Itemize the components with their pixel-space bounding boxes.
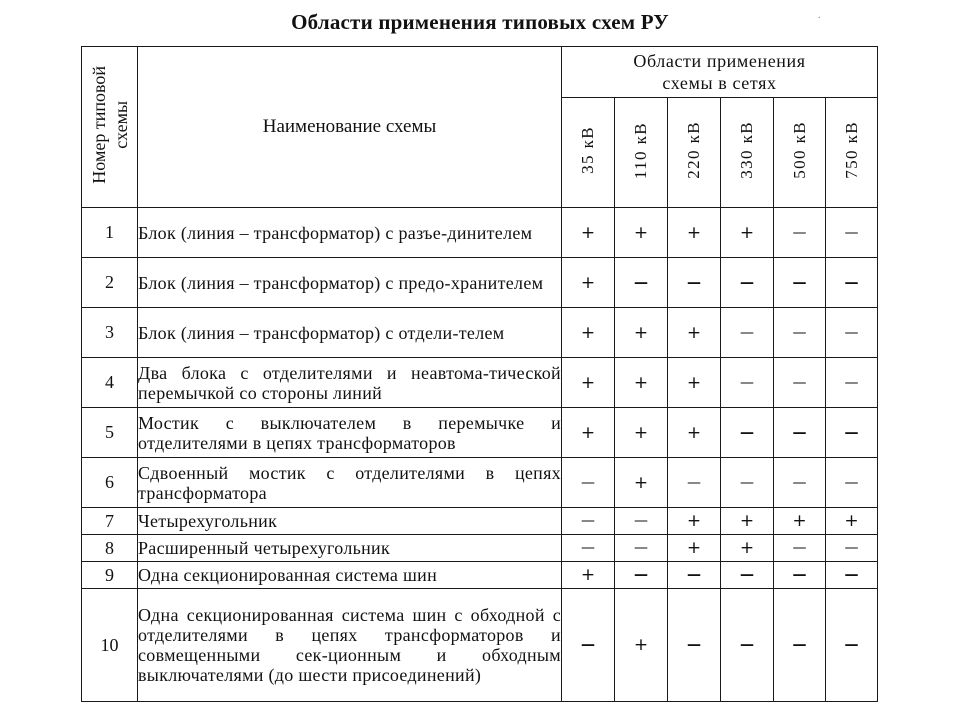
not-applicable-mark: —	[774, 308, 826, 358]
table-row	[82, 258, 878, 308]
applicable-mark: +	[562, 408, 615, 458]
scheme-name: Два блока с отделителями и неавтома-тической перемычкой со стороны линий	[138, 358, 562, 408]
not-applicable-mark: —	[668, 562, 721, 589]
header-voltage-220: 220 кВ	[668, 98, 721, 208]
not-applicable-mark: —	[826, 589, 878, 702]
not-applicable-mark: —	[562, 589, 615, 702]
not-applicable-mark: —	[721, 589, 774, 702]
table-row	[82, 535, 878, 562]
scan-artifact: .	[818, 10, 821, 21]
header-voltage-35: 35 кВ	[562, 98, 615, 208]
applicable-mark: +	[668, 358, 721, 408]
not-applicable-mark: —	[615, 508, 668, 535]
header-name: Наименование схемы	[138, 47, 562, 208]
table-row	[82, 562, 878, 589]
header-area	[562, 47, 878, 98]
not-applicable-mark: —	[562, 458, 615, 508]
applicable-mark: +	[668, 535, 721, 562]
applicable-mark: +	[615, 589, 668, 702]
scheme-number: 2	[82, 258, 138, 308]
header-area-line2: схемы в сетях	[662, 73, 777, 94]
not-applicable-mark: —	[826, 308, 878, 358]
applicable-mark: +	[562, 208, 615, 258]
not-applicable-mark: —	[774, 562, 826, 589]
not-applicable-mark: —	[826, 358, 878, 408]
not-applicable-mark: —	[668, 458, 721, 508]
table-row	[82, 408, 878, 458]
scheme-number: 5	[82, 408, 138, 458]
scheme-name: Четырехугольник	[138, 508, 562, 535]
header-row-1	[82, 47, 878, 98]
scheme-name: Блок (линия – трансформатор) с отдели-телем	[138, 308, 562, 358]
applicable-mark: +	[615, 208, 668, 258]
table-row	[82, 208, 878, 258]
header-number	[82, 47, 138, 208]
header-voltage-750: 750 кВ	[826, 98, 878, 208]
applicable-mark: +	[615, 358, 668, 408]
page-title: Области применения типовых схем РУ	[291, 10, 669, 34]
applicable-mark: +	[562, 308, 615, 358]
scheme-number: 8	[82, 535, 138, 562]
applicable-mark: +	[562, 258, 615, 308]
not-applicable-mark: —	[826, 458, 878, 508]
applicable-mark: +	[668, 508, 721, 535]
applicable-mark: +	[615, 308, 668, 358]
scheme-number: 10	[82, 589, 138, 702]
not-applicable-mark: —	[826, 408, 878, 458]
applicable-mark: +	[615, 408, 668, 458]
applicable-mark: +	[721, 208, 774, 258]
not-applicable-mark: —	[826, 208, 878, 258]
applicable-mark: +	[774, 508, 826, 535]
applicable-mark: +	[668, 408, 721, 458]
header-number-label: Номер типовой схемы	[88, 65, 131, 184]
not-applicable-mark: —	[721, 458, 774, 508]
not-applicable-mark: —	[774, 458, 826, 508]
applicable-mark: +	[562, 358, 615, 408]
table-row	[82, 358, 878, 408]
table-row	[82, 308, 878, 358]
not-applicable-mark: —	[721, 308, 774, 358]
scheme-name: Одна секционированная система шин с обходной с отделителями в цепях трансформаторов и совмещенными сек-ционным и обходным выключателями (до шести присоединений)	[138, 589, 562, 702]
scheme-number: 3	[82, 308, 138, 358]
applicable-mark: +	[615, 458, 668, 508]
scheme-name: Мостик с выключателем в перемычке и отделителями в цепях трансформаторов	[138, 408, 562, 458]
not-applicable-mark: —	[668, 258, 721, 308]
scheme-number: 4	[82, 358, 138, 408]
not-applicable-mark: —	[774, 408, 826, 458]
applicable-mark: +	[721, 535, 774, 562]
not-applicable-mark: —	[615, 562, 668, 589]
scheme-name: Расширенный четырехугольник	[138, 535, 562, 562]
not-applicable-mark: —	[562, 535, 615, 562]
scheme-name: Блок (линия – трансформатор) с предо-хранителем	[138, 258, 562, 308]
not-applicable-mark: —	[721, 562, 774, 589]
table-body	[82, 208, 878, 702]
not-applicable-mark: —	[615, 258, 668, 308]
scheme-number: 9	[82, 562, 138, 589]
not-applicable-mark: —	[615, 535, 668, 562]
not-applicable-mark: —	[721, 258, 774, 308]
not-applicable-mark: —	[774, 208, 826, 258]
applicable-mark: +	[721, 508, 774, 535]
scheme-name: Одна секционированная система шин	[138, 562, 562, 589]
not-applicable-mark: —	[668, 589, 721, 702]
table-row	[82, 589, 878, 702]
scheme-name: Сдвоенный мостик с отделителями в цепях трансформатора	[138, 458, 562, 508]
applicable-mark: +	[562, 562, 615, 589]
scheme-number: 6	[82, 458, 138, 508]
not-applicable-mark: —	[721, 358, 774, 408]
header-area-line1: Области применения	[633, 51, 806, 72]
not-applicable-mark: —	[826, 535, 878, 562]
not-applicable-mark: —	[774, 258, 826, 308]
not-applicable-mark: —	[774, 535, 826, 562]
schemes-table	[81, 46, 878, 702]
scheme-name: Блок (линия – трансформатор) с разъе-динителем	[138, 208, 562, 258]
scheme-number: 1	[82, 208, 138, 258]
header-voltage-110: 110 кВ	[615, 98, 668, 208]
header-voltage-500: 500 кВ	[774, 98, 826, 208]
table-row	[82, 458, 878, 508]
applicable-mark: +	[668, 208, 721, 258]
table-row	[82, 508, 878, 535]
applicable-mark: +	[826, 508, 878, 535]
applicable-mark: +	[668, 308, 721, 358]
not-applicable-mark: —	[562, 508, 615, 535]
scheme-number: 7	[82, 508, 138, 535]
not-applicable-mark: —	[826, 258, 878, 308]
not-applicable-mark: —	[774, 589, 826, 702]
not-applicable-mark: —	[774, 358, 826, 408]
not-applicable-mark: —	[721, 408, 774, 458]
header-voltage-330: 330 кВ	[721, 98, 774, 208]
not-applicable-mark: —	[826, 562, 878, 589]
